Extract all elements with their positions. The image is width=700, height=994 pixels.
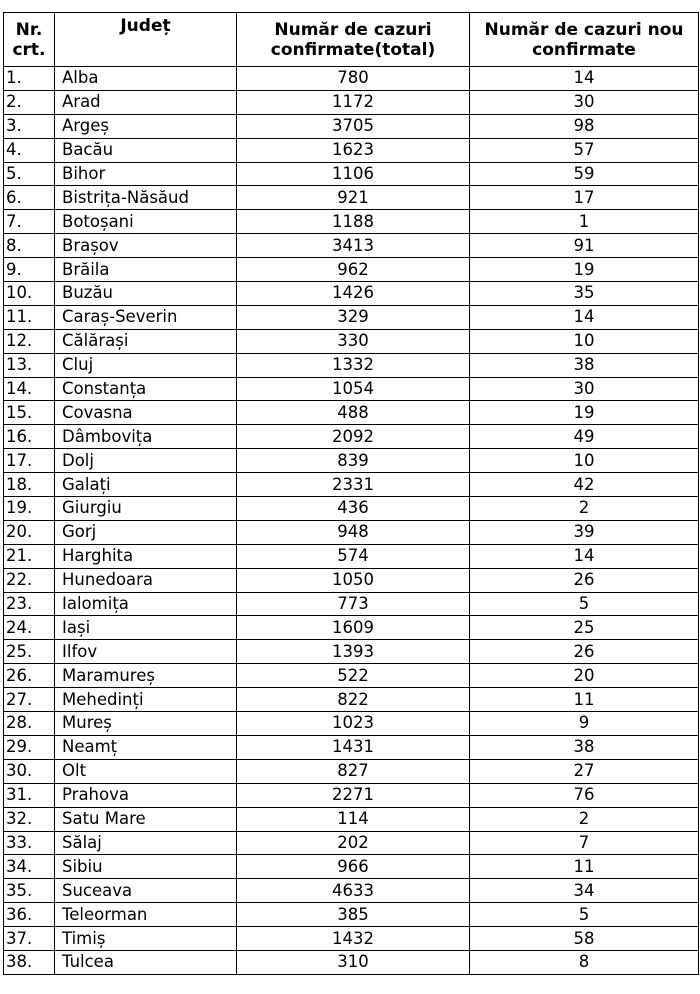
- new-cases-cell: 59: [470, 162, 699, 186]
- table-row: [4, 903, 699, 927]
- row-number-cell: 18.: [4, 473, 55, 497]
- row-number-cell: 2.: [4, 90, 55, 114]
- row-number-cell: 16.: [4, 425, 55, 449]
- header-total-line2: confirmate(total): [270, 39, 436, 60]
- row-number-cell: 4.: [4, 138, 55, 162]
- county-name-cell: Harghita: [55, 544, 237, 568]
- table-row: [4, 664, 699, 688]
- new-cases-cell: 42: [470, 473, 699, 497]
- county-name-cell: Tulcea: [55, 950, 237, 974]
- county-name-cell: Alba: [55, 67, 237, 91]
- row-number-cell: 1.: [4, 67, 55, 91]
- total-cases-cell: 1332: [237, 353, 470, 377]
- table-row: [4, 640, 699, 664]
- table-row: [4, 258, 699, 282]
- row-number-cell: 28.: [4, 712, 55, 736]
- new-cases-cell: 35: [470, 282, 699, 306]
- row-number-cell: 26.: [4, 664, 55, 688]
- total-cases-cell: 773: [237, 592, 470, 616]
- county-name-cell: Dolj: [55, 449, 237, 473]
- row-number-cell: 31.: [4, 783, 55, 807]
- row-number-cell: 3.: [4, 114, 55, 138]
- header-nr-line1: Nr.: [15, 19, 43, 40]
- new-cases-cell: 91: [470, 234, 699, 258]
- new-cases-cell: 9: [470, 712, 699, 736]
- county-name-cell: Prahova: [55, 783, 237, 807]
- total-cases-cell: 3413: [237, 234, 470, 258]
- new-cases-cell: 8: [470, 950, 699, 974]
- row-number-cell: 22.: [4, 568, 55, 592]
- county-name-cell: Giurgiu: [55, 497, 237, 521]
- table-row: [4, 401, 699, 425]
- row-number-cell: 15.: [4, 401, 55, 425]
- new-cases-cell: 2: [470, 807, 699, 831]
- county-name-cell: Neamț: [55, 735, 237, 759]
- new-cases-cell: 5: [470, 903, 699, 927]
- county-name-cell: Sălaj: [55, 831, 237, 855]
- header-total-cases: [237, 13, 470, 67]
- county-name-cell: Brăila: [55, 258, 237, 282]
- table-row: [4, 473, 699, 497]
- table-row: [4, 688, 699, 712]
- new-cases-cell: 25: [470, 616, 699, 640]
- county-name-cell: Dâmbovița: [55, 425, 237, 449]
- total-cases-cell: 4633: [237, 879, 470, 903]
- total-cases-cell: 330: [237, 329, 470, 353]
- county-name-cell: Teleorman: [55, 903, 237, 927]
- total-cases-cell: 2271: [237, 783, 470, 807]
- total-cases-cell: 839: [237, 449, 470, 473]
- county-name-cell: Bihor: [55, 162, 237, 186]
- new-cases-cell: 20: [470, 664, 699, 688]
- table-row: [4, 282, 699, 306]
- row-number-cell: 35.: [4, 879, 55, 903]
- table-row: [4, 114, 699, 138]
- new-cases-cell: 14: [470, 67, 699, 91]
- new-cases-cell: 2: [470, 497, 699, 521]
- header-county: [55, 13, 237, 67]
- total-cases-cell: 1023: [237, 712, 470, 736]
- county-name-cell: Satu Mare: [55, 807, 237, 831]
- county-name-cell: Ilfov: [55, 640, 237, 664]
- county-name-cell: Olt: [55, 759, 237, 783]
- new-cases-cell: 10: [470, 449, 699, 473]
- county-name-cell: Ialomița: [55, 592, 237, 616]
- county-name-cell: Timiș: [55, 927, 237, 951]
- county-name-cell: Bacău: [55, 138, 237, 162]
- row-number-cell: 21.: [4, 544, 55, 568]
- table-row: [4, 807, 699, 831]
- table-row: [4, 616, 699, 640]
- new-cases-cell: 26: [470, 568, 699, 592]
- new-cases-cell: 30: [470, 90, 699, 114]
- county-name-cell: Suceava: [55, 879, 237, 903]
- new-cases-cell: 39: [470, 520, 699, 544]
- table-row: [4, 138, 699, 162]
- total-cases-cell: 1432: [237, 927, 470, 951]
- row-number-cell: 8.: [4, 234, 55, 258]
- county-name-cell: Constanța: [55, 377, 237, 401]
- total-cases-cell: 522: [237, 664, 470, 688]
- total-cases-cell: 1106: [237, 162, 470, 186]
- header-new-cases: [470, 13, 699, 67]
- table-row: [4, 735, 699, 759]
- new-cases-cell: 38: [470, 735, 699, 759]
- row-number-cell: 33.: [4, 831, 55, 855]
- new-cases-cell: 57: [470, 138, 699, 162]
- county-name-cell: Mureș: [55, 712, 237, 736]
- new-cases-cell: 76: [470, 783, 699, 807]
- total-cases-cell: 962: [237, 258, 470, 282]
- county-name-cell: Brașov: [55, 234, 237, 258]
- total-cases-cell: 385: [237, 903, 470, 927]
- row-number-cell: 7.: [4, 210, 55, 234]
- row-number-cell: 19.: [4, 497, 55, 521]
- new-cases-cell: 14: [470, 305, 699, 329]
- row-number-cell: 36.: [4, 903, 55, 927]
- total-cases-cell: 436: [237, 497, 470, 521]
- total-cases-cell: 1393: [237, 640, 470, 664]
- county-cases-table: [3, 12, 699, 975]
- new-cases-cell: 11: [470, 688, 699, 712]
- county-name-cell: Caraș-Severin: [55, 305, 237, 329]
- table-body: [4, 67, 699, 975]
- total-cases-cell: 827: [237, 759, 470, 783]
- table-row: [4, 329, 699, 353]
- row-number-cell: 9.: [4, 258, 55, 282]
- table-row: [4, 927, 699, 951]
- county-name-cell: Bistrița-Năsăud: [55, 186, 237, 210]
- row-number-cell: 29.: [4, 735, 55, 759]
- table-row: [4, 234, 699, 258]
- row-number-cell: 14.: [4, 377, 55, 401]
- header-nr-crt: [4, 13, 55, 67]
- new-cases-cell: 34: [470, 879, 699, 903]
- table-row: [4, 831, 699, 855]
- county-name-cell: Gorj: [55, 520, 237, 544]
- row-number-cell: 32.: [4, 807, 55, 831]
- table-row: [4, 712, 699, 736]
- new-cases-cell: 1: [470, 210, 699, 234]
- total-cases-cell: 1188: [237, 210, 470, 234]
- row-number-cell: 12.: [4, 329, 55, 353]
- table-row: [4, 950, 699, 974]
- table-row: [4, 449, 699, 473]
- new-cases-cell: 98: [470, 114, 699, 138]
- total-cases-cell: 1431: [237, 735, 470, 759]
- row-number-cell: 13.: [4, 353, 55, 377]
- total-cases-cell: 488: [237, 401, 470, 425]
- table-row: [4, 783, 699, 807]
- county-name-cell: Argeș: [55, 114, 237, 138]
- new-cases-cell: 19: [470, 401, 699, 425]
- row-number-cell: 37.: [4, 927, 55, 951]
- table-row: [4, 520, 699, 544]
- total-cases-cell: 1623: [237, 138, 470, 162]
- county-name-cell: Galați: [55, 473, 237, 497]
- total-cases-cell: 574: [237, 544, 470, 568]
- new-cases-cell: 30: [470, 377, 699, 401]
- table-header-row: [4, 13, 699, 67]
- new-cases-cell: 5: [470, 592, 699, 616]
- table-row: [4, 759, 699, 783]
- header-new-line1: Număr de cazuri nou: [484, 19, 684, 40]
- header-total-line1: Număr de cazuri: [274, 19, 432, 40]
- row-number-cell: 34.: [4, 855, 55, 879]
- total-cases-cell: 1426: [237, 282, 470, 306]
- new-cases-cell: 19: [470, 258, 699, 282]
- new-cases-cell: 14: [470, 544, 699, 568]
- table-row: [4, 568, 699, 592]
- row-number-cell: 38.: [4, 950, 55, 974]
- county-name-cell: Hunedoara: [55, 568, 237, 592]
- table-row: [4, 353, 699, 377]
- total-cases-cell: 202: [237, 831, 470, 855]
- header-new-line2: confirmate: [532, 39, 636, 60]
- total-cases-cell: 2092: [237, 425, 470, 449]
- county-name-cell: Sibiu: [55, 855, 237, 879]
- total-cases-cell: 1609: [237, 616, 470, 640]
- row-number-cell: 25.: [4, 640, 55, 664]
- row-number-cell: 23.: [4, 592, 55, 616]
- county-name-cell: Mehedinți: [55, 688, 237, 712]
- new-cases-cell: 38: [470, 353, 699, 377]
- row-number-cell: 17.: [4, 449, 55, 473]
- row-number-cell: 27.: [4, 688, 55, 712]
- total-cases-cell: 948: [237, 520, 470, 544]
- row-number-cell: 20.: [4, 520, 55, 544]
- table-row: [4, 162, 699, 186]
- total-cases-cell: 310: [237, 950, 470, 974]
- row-number-cell: 24.: [4, 616, 55, 640]
- table-row: [4, 210, 699, 234]
- total-cases-cell: 2331: [237, 473, 470, 497]
- total-cases-cell: 822: [237, 688, 470, 712]
- row-number-cell: 11.: [4, 305, 55, 329]
- total-cases-cell: 3705: [237, 114, 470, 138]
- total-cases-cell: 966: [237, 855, 470, 879]
- new-cases-cell: 49: [470, 425, 699, 449]
- county-name-cell: Botoșani: [55, 210, 237, 234]
- row-number-cell: 5.: [4, 162, 55, 186]
- table-row: [4, 879, 699, 903]
- county-name-cell: Buzău: [55, 282, 237, 306]
- row-number-cell: 10.: [4, 282, 55, 306]
- total-cases-cell: 780: [237, 67, 470, 91]
- row-number-cell: 6.: [4, 186, 55, 210]
- table-row: [4, 544, 699, 568]
- table-row: [4, 377, 699, 401]
- county-name-cell: Arad: [55, 90, 237, 114]
- new-cases-cell: 17: [470, 186, 699, 210]
- new-cases-cell: 58: [470, 927, 699, 951]
- county-name-cell: Călărași: [55, 329, 237, 353]
- table-row: [4, 186, 699, 210]
- new-cases-cell: 7: [470, 831, 699, 855]
- county-name-cell: Iași: [55, 616, 237, 640]
- county-name-cell: Covasna: [55, 401, 237, 425]
- total-cases-cell: 1054: [237, 377, 470, 401]
- row-number-cell: 30.: [4, 759, 55, 783]
- new-cases-cell: 27: [470, 759, 699, 783]
- table-row: [4, 305, 699, 329]
- total-cases-cell: 921: [237, 186, 470, 210]
- table-row: [4, 90, 699, 114]
- table-row: [4, 497, 699, 521]
- total-cases-cell: 114: [237, 807, 470, 831]
- total-cases-cell: 1050: [237, 568, 470, 592]
- total-cases-cell: 329: [237, 305, 470, 329]
- new-cases-cell: 11: [470, 855, 699, 879]
- new-cases-cell: 10: [470, 329, 699, 353]
- new-cases-cell: 26: [470, 640, 699, 664]
- table-row: [4, 67, 699, 91]
- table-row: [4, 855, 699, 879]
- county-name-cell: Cluj: [55, 353, 237, 377]
- total-cases-cell: 1172: [237, 90, 470, 114]
- header-county-label: Județ: [120, 16, 171, 36]
- county-name-cell: Maramureș: [55, 664, 237, 688]
- header-nr-line2: crt.: [12, 39, 46, 60]
- table-row: [4, 425, 699, 449]
- table-row: [4, 592, 699, 616]
